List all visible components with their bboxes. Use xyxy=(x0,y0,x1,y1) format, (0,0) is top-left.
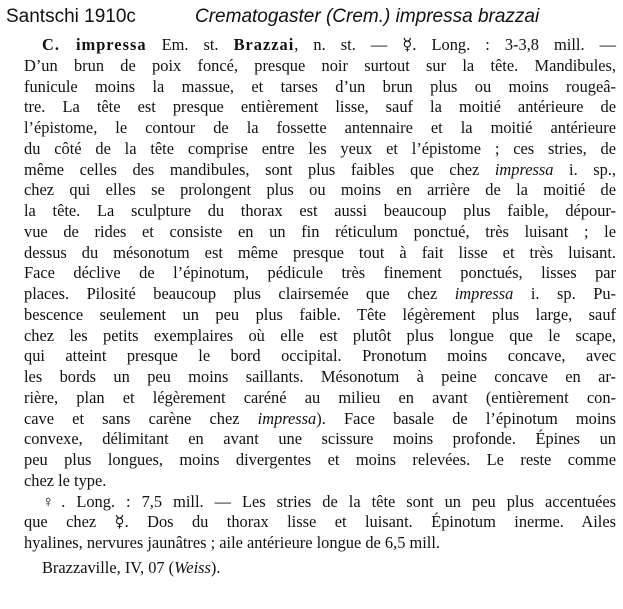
italic-taxon: impressa xyxy=(494,159,554,179)
subspecies-name: Brazzai xyxy=(233,35,295,54)
species-name: C. impressa xyxy=(42,35,147,54)
text-line: rière, plan et légèrement caréné au milieu en avant (entièrement con- xyxy=(24,387,616,407)
italic-taxon: impressa xyxy=(454,284,514,303)
collector-name: Weiss xyxy=(174,557,211,577)
text-line: funicule moins la massue, et tarses d’un brun plus ou moins rougeâ- xyxy=(24,76,616,96)
text-line: du côté de la tête comprise entre les yeux et l’épistome ; ces stries, de xyxy=(24,138,616,158)
citation-author: Santschi 1910c xyxy=(6,6,136,27)
text-line: la tête. La sculpture du thorax est aussi beaucoup plus faible, dépour- xyxy=(24,201,616,220)
text-line: C. impressa Em. st. Brazzai, n. st. — ☿. Long. : 3-3,8 mill. — xyxy=(42,35,616,54)
locality-line: Brazzaville, IV, 07 (Weiss). xyxy=(42,557,221,577)
text-line: chez le type. xyxy=(24,470,107,490)
text-line: cave et sans carène chez impressa). Face basale de l’épinotum moins xyxy=(24,408,616,428)
text-line: tre. La tête est presque entièrement lisse, sauf la moitié antérieure de xyxy=(24,97,616,117)
text-line: dessus du mésonotum est même presque tout à fait lisse et très luisant. xyxy=(24,242,616,262)
text-line: chez les petits exemplaires où elle est plutôt plus longue que le scape, xyxy=(24,325,616,345)
text-line: bescence seulement un peu plus faible. Tête légèrement plus large, sauf xyxy=(24,304,616,324)
text-line: même celles des mandibules, sont plus faibles que chez impressa i. sp., xyxy=(24,159,616,179)
text-line: l’épistome, le contour de la fossette antennaire et la moitié antérieure xyxy=(24,118,616,137)
taxon-name: Crematogaster (Crem.) impressa brazzai xyxy=(195,6,540,27)
italic-taxon: impressa xyxy=(257,408,317,428)
text-line: places. Pilosité beaucoup plus clairsemée que chez impressa i. sp. Pu- xyxy=(24,284,616,303)
female-description-line: que chez ☿. Dos du thorax lisse et luisant. Épinotum inerme. Ailes xyxy=(24,512,616,532)
text-line: qui atteint presque le bord occipital. Pronotum moins concave, avec xyxy=(24,346,616,366)
female-description-line: hyalines, nervures jaunâtres ; aile antérieure longue de 6,5 mill. xyxy=(24,533,440,552)
text-line: les bords un peu moins saillants. Mésonotum à peine concave en ar- xyxy=(24,367,616,386)
description-text xyxy=(24,35,616,579)
text-line: vue de rides et consiste en un fin réticulum ponctué, très luisant ; le xyxy=(24,221,616,241)
text-line: Face déclive de l’épinotum, pédicule très finement ponctués, lisses par xyxy=(24,263,616,283)
female-description-line: ♀. Long. : 7,5 mill. — Les stries de la tête sont un peu plus accentuées xyxy=(42,491,616,511)
text-line: chez qui elles se prolongent plus ou moins en arrière de la moitié de xyxy=(24,180,616,200)
text-line: peu plus longues, moins divergentes et moins relevées. Le reste comme xyxy=(24,450,616,469)
text-line: convexe, délimitant en avant une scissure moins profonde. Épines un xyxy=(24,429,616,449)
header xyxy=(6,6,617,32)
text-line: D’un brun de poix foncé, presque noir surtout sur la tête. Mandibules, xyxy=(24,55,616,75)
